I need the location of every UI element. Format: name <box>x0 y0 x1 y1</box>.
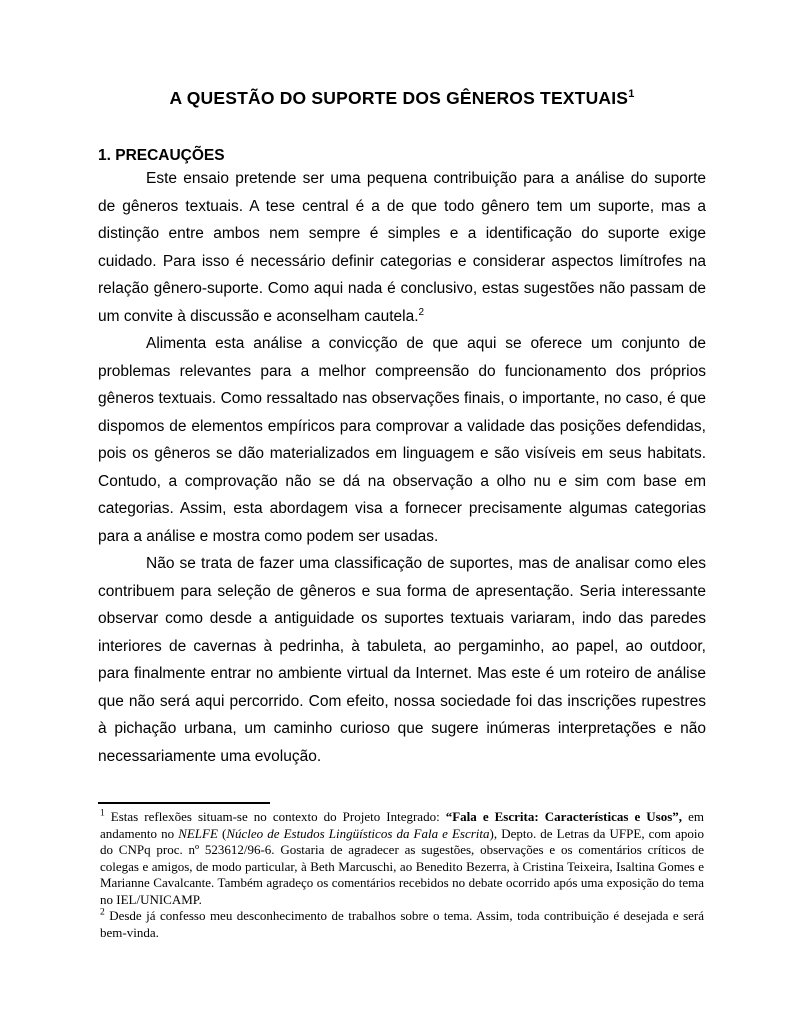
page-title-text: A QUESTÃO DO SUPORTE DOS GÊNEROS TEXTUAIS <box>169 88 629 108</box>
footnote-1-italic-nelfe: NELFE <box>178 825 218 841</box>
paragraph-2-text: Alimenta esta análise a convicção de que aqui se oferece um conjunto de problemas relevantes para a melhor compreensão do funcionamento dos próprios gêneros textuais. Como ressaltado nas observações finais, o importante, no caso, é que dispomos de elementos empíricos para comprovar a validade das posições defendidas, pois os gêneros se dão materializados em linguagem e são visíveis em seus habitats. Contudo, a comprovação não se dá na observação a olho nu e sim com base em categorias. Assim, esta abordagem visa a fornecer precisamente algumas categorias para a análise e mostra como podem ser usadas. <box>98 335 706 545</box>
footnote-1-text-2: em andamento no <box>100 809 704 841</box>
section-heading: 1. PRECAUÇÕES <box>98 147 225 164</box>
footnote-1-marker: 1 <box>100 808 105 819</box>
footnotes-section <box>100 809 704 941</box>
footnote-1 <box>100 809 704 908</box>
footnote-separator <box>98 802 270 804</box>
footnote-1-italic-nucleo: Núcleo de Estudos Lingüísticos da Fala e Escrita <box>226 825 490 841</box>
footnote-1-text-4: ), Depto. de Letras da UFPE, com apoio do CNPq proc. nº 523612/96-6. Gostaria de agradecer as sugestões, observações e os comentários críticos de colegas e amigos, de modo particular, à Beth Marcuschi, ao Benedito Bezerra, à Cristina Teixeira, Isaltina Gomes e Marianne Cavalcante. Também agradeço os comentários recebidos no debate ocorrido após uma exposição do tema no IEL/UNICAMP. <box>100 825 704 907</box>
paragraph-3 <box>98 550 706 770</box>
footnote-1-bold-project-title: “Fala e Escrita: Características e Usos”, <box>445 809 683 824</box>
footnote-1-text: Estas reflexões situam-se no contexto do Projeto Integrado: <box>104 809 446 824</box>
paragraph-1 <box>98 165 706 330</box>
footnote-1-text-3: ( <box>217 825 227 841</box>
paragraph-3-text: Não se trata de fazer uma classificação de suportes, mas de analisar como eles contribuem para seleção de gêneros e sua forma de apresentação. Seria interessante observar como desde a antiguidade os suportes textuais variaram, indo das paredes interiores de cavernas à pedrinha, à tabuleta, ao pergaminho, ao papel, ao outdoor, para finalmente entrar no ambiente virtual da Internet. Mas este é um roteiro de análise que não será aqui percorrido. Com efeito, nossa sociedade foi das inscrições rupestres à pichação urbana, um caminho curioso que sugere inúmeras interpretações e não necessariamente uma evolução. <box>98 555 706 765</box>
title-footnote-ref: 1 <box>628 88 635 101</box>
footnote-2-marker: 2 <box>100 907 105 918</box>
body-footnote-ref-2: 2 <box>418 306 425 318</box>
footnote-2 <box>100 908 704 941</box>
document-body <box>98 165 706 770</box>
paragraph-1-text: Este ensaio pretende ser uma pequena contribuição para a análise do suporte de gêneros textuais. A tese central é a de que todo gênero tem um suporte, mas a distinção entre ambos nem sempre é simples e a identificação do suporte exige cuidado. Para isso é necessário definir categorias e considerar aspectos limítrofes na relação gênero-suporte. Como aqui nada é conclusivo, estas sugestões não passam de um convite à discussão e aconselham cautela. <box>98 170 706 325</box>
page-title <box>98 88 706 109</box>
footnote-2-text: Desde já confesso meu desconhecimento de trabalhos sobre o tema. Assim, toda contribuição é desejada e será bem-vinda. <box>100 908 704 940</box>
paragraph-2 <box>98 330 706 550</box>
